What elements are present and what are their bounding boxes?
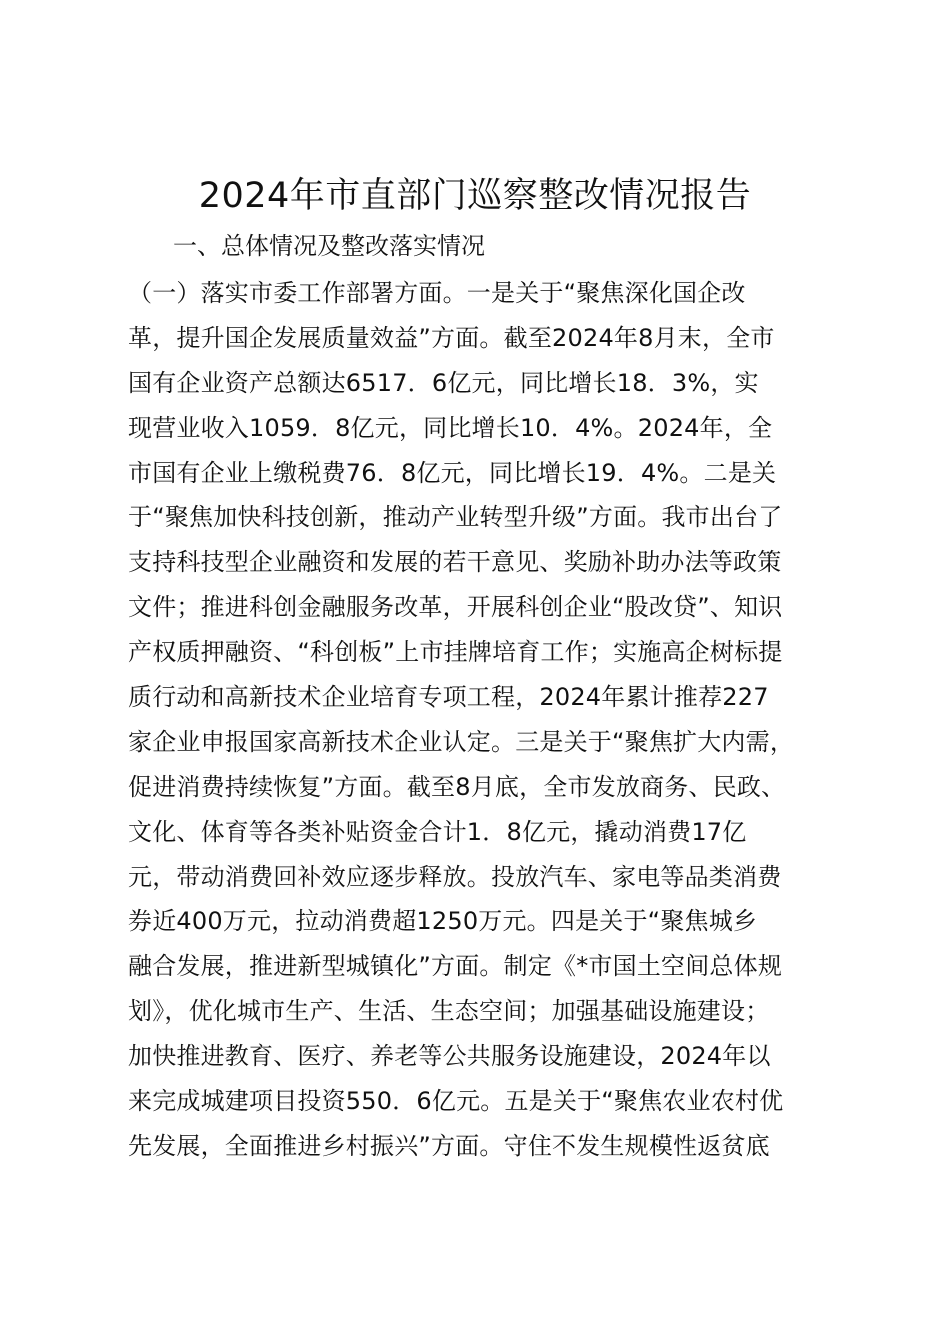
body-line: 质行动和高新技术企业培育专项工程，2024年累计推荐227 [128,683,769,712]
body-line: 于“聚焦加快科技创新，推动产业转型升级”方面。我市出台了 [128,503,783,532]
body-line: 融合发展，推进新型城镇化”方面。制定《*市国土空间总体规 [128,952,783,981]
body-line: 家企业申报国家高新技术企业认定。三是关于“聚焦扩大内需， [128,727,795,756]
body-line: （一）落实市委工作部署方面。一是关于“聚焦深化国企改 [128,279,746,307]
body-line: 产权质押融资、“科创板”上市挂牌培育工作；实施高企树标提 [128,638,783,667]
body-paragraph [128,271,838,1169]
document-title: 2024年市直部门巡察整改情况报告 [198,176,752,216]
body-line: 券近400万元，拉动消费超1250万元。四是关于“聚焦城乡 [128,907,758,936]
body-line: 国有企业资产总额达6517．6亿元，同比增长18．3%，实 [128,368,759,397]
body-line: 革，提升国企发展质量效益”方面。截至2024年8月末，全市 [128,323,775,352]
body-line: 元，带动消费回补效应逐步释放。投放汽车、家电等品类消费 [128,862,782,891]
body-line: 支持科技型企业融资和发展的若干意见、奖励补助办法等政策 [128,548,782,577]
body-line: 划》，优化城市生产、生活、生态空间；加强基础设施建设； [128,997,770,1026]
body-line: 文件；推进科创金融服务改革，开展科创企业“股改贷”、知识 [128,593,783,622]
body-line: 文化、体育等各类补贴资金合计1．8亿元，撬动消费17亿 [128,817,747,846]
section-heading: 一、总体情况及整改落实情况 [173,232,485,260]
body-line: 促进消费持续恢复”方面。截至8月底，全市发放商务、民政、 [128,772,786,801]
body-line: 市国有企业上缴税费76．8亿元，同比增长19．4%。二是关 [128,458,777,487]
body-line: 现营业收入1059．8亿元，同比增长10．4%。2024年，全 [128,413,773,442]
body-line: 来完成城建项目投资550．6亿元。五是关于“聚焦农业农村优 [128,1087,784,1116]
body-line: 先发展，全面推进乡村振兴”方面。守住不发生规模性返贫底 [128,1131,770,1160]
body-line: 加快推进教育、医疗、养老等公共服务设施建设，2024年以 [128,1042,771,1071]
